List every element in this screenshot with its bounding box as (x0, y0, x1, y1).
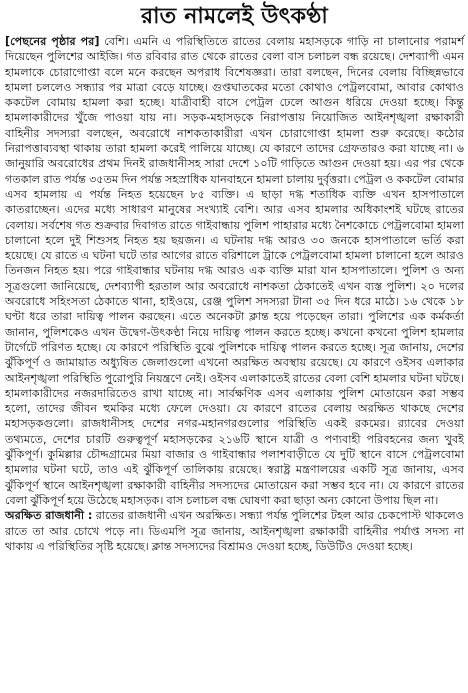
paragraph-2 (5, 508, 464, 554)
paragraph-2-text: রাতের রাজধানী এখন অরক্ষিত। সন্ধ্যা পর্যন্ত পুলিশের টহল আর চেকপোস্ট থাকলেও রাতে তা আর চোখে পড়ে না। ডিএমপি সূত্র জানায়, আইনশৃঙ্খলা রক্ষাকারী বাহিনীর পর্যাপ্ত সদস্য না থাকায় এ পরিস্থিতির সৃষ্টি হয়েছে। ক্লান্ত সদস্যদের বিশ্রামও দেওয়া হচ্ছে, ডিউটিও দেওয়া হচ্ছে। (5, 509, 464, 553)
continuation-tag: [পেছনের পৃষ্ঠার পর] (5, 35, 100, 48)
article-headline: রাত নামলেই উৎকণ্ঠা (140, 4, 329, 29)
section-subhead: অরক্ষিত রাজধানী : (5, 509, 93, 523)
article-body (5, 34, 464, 554)
paragraph-1-text: বেশি। এমনি এ পরিস্থিতিতে রাতের বেলায় মহাসড়কে গাড়ি না চালানোর পরামর্শ দিয়েছেন পুলিশের আইজি। গত রবিবার রাত থেকে রাতের বেলা বাস চলাচল বন্ধ রয়েছে। দেশব্যাপী এমন হামলাকে চোরাগোপ্তা বলে মনে করছেন অপরাধ বিশেষজ্ঞরা। তারা বলছেন, দিনের বেলায় বিচ্ছিন্নভাবে হামলা চললেও সন্ধ্যার পর মাত্রা বেড়ে যাচ্ছে। গুপ্তঘাতকের মতো কোথাও পেট্রলবোমা, আবার কোথাও ককটেল বোমায় হামলা করা হচ্ছে। যাত্রীবাহী বাসে পেট্রল ঢেলে আগুন ধরিয়ে দেওয়া হচ্ছে। কিন্তু হামলাকারীদের খুঁজে পাওয়া যায় না। সড়ক-মহাসড়কে নিরাপত্তায় নিয়োজিত আইনশৃঙ্খলা রক্ষাকারী বাহিনীর সদস্যরা বলছেন, অবরোধে নাশকতাকারীরা এখন চোরাগোপ্তা হামলা শুরু করেছে। কঠোর নিরাপত্তাব্যবস্থা থাকায় তারা হামলা করেই পালিয়ে যাচ্ছে। যে কারণে তাদের গ্রেফতারও করা যাচ্ছে না। ৬ জানুয়ারি অবরোধের প্রথম দিনই রাজধানীসহ সারা দেশে ১০টি গাড়িতে আগুন দেওয়া হয়। এর পর থেকে গতকাল রাত পর্যন্ত ৩৫তম দিন পর্যন্ত সহস্রাধিক যানবাহনে হামলা চালায় দুর্বৃত্তরা। পেট্রল ও ককটেল বোমার এসব হামলায় এ পর্যন্ত নিহত হয়েছেন ৮৫ ব্যক্তি। এ ছাড়া দগ্ধ শতাধিক ব্যক্তি এখন হাসপাতালে কাতরাচ্ছেন। এদের মধ্যে সাধারণ মানুষের সংখ্যাই বেশি। আর এসব হামলার অধিকাংশই ঘটছে রাতের বেলায়। সর্বশেষ গত শুক্রবার দিবাগত রাতে গাইবান্ধায় পুলিশ পাহারার মধ্যে নৈশকোচে পেট্রলবোমা হামলা চালানো হলে দুই শিশুসহ নিহত হয় ছয়জন। এ ঘটনায় দগ্ধ আরও ৩০ জনকে হাসপাতালে ভর্তি করা হয়েছে। যে রাতে এ ঘটনা ঘটে তার আগের রাতে বরিশালে ট্রাকে পেট্রলবোমা হামলা চালানো হলে আরও তিনজন নিহত হয়। পরে গাইবান্ধার ঘটনায় দগ্ধ আরও এক ব্যক্তি মারা যান হাসপাতালে। পুলিশ ও অন্য সূত্রগুলো জানিয়েছে, দেশব্যাপী হরতাল আর অবরোধে নাশকতা ঠেকাতেই এখন ব্যস্ত পুলিশ। ২০ দলের অবরোধে সহিংসতা ঠেকাতে থানা, হাইওয়ে, রেঞ্জ পুলিশ সদস্যরা টানা ৩৫ দিন ধরে মাঠে। ১৬ থেকে ১৮ ঘণ্টা ধরে তারা দায়িত্ব পালন করছেন। এতে অনেকটা ক্লান্ত হয়ে পড়েছেন তারা। পুলিশের এক কর্মকর্তা জানান, পুলিশকেও এখন উদ্বেগ-উৎকণ্ঠা নিয়ে দায়িত্ব পালন করতে হচ্ছে। কখনো কখনো পুলিশ হামলার টার্গেটে পরিণত হচ্ছে। যে কারণে পরিস্থিতি বুঝে পুলিশকে দায়িত্ব পালন করতে হচ্ছে। সূত্র জানায়, দেশের ঝুঁকিপূর্ণ ও জামায়াত অধ্যুষিত জেলাগুলো এখনো অরক্ষিত অবস্থায় রয়েছে। যে কারণে ওইসব এলাকার আইনশৃঙ্খলা পরিস্থিতি পুরোপুরি নিয়ন্ত্রণে নেই। ওইসব এলাকাতেই রাতের বেলা বেশি হামলার ঘটনা ঘটছে। হামলাকারীদের নজরদারিতেও রাখা যাচ্ছে না। সার্বক্ষণিক এসব এলাকায় পুলিশ মোতায়েন করা সম্ভব হলো, তাদের জীবন হুমকির মধ্যে ফেলে দেওয়া। যে কারণে রাতের বেলায় অরক্ষিত থাকছে দেশের মহাসড়কগুলো। রাজধানীসহ দেশের নগর-মহানগরগুলোর পরিস্থিতি একই রকমের। র‌্যাবের দেওয়া তথ্যমতে, দেশের চারটি গুরুত্বপূর্ণ মহাসড়কের ২১৬টি স্থানে যাত্রী ও পণ্যবাহী পরিবহনের জন্য খুবই ঝুঁকিপূর্ণ। কুমিল্লার চৌদ্দগ্রামের মিয়া বাজার ও গাইবান্ধার পলাশবাড়ীতে যে দুটি স্থানে বাসে পেট্রলবোমা হামলার ঘটনা ঘটে, তাও এই ঝুঁকিপূর্ণ তালিকায় রয়েছে। স্বরাষ্ট্র মন্ত্রণালয়ের একটি সূত্র জানায়, এসব ঝুঁকিপূর্ণ স্থানে আইনশৃঙ্খলা রক্ষাকারী বাহিনীর সদস্যদের মোতায়েন করা সম্ভব হবে না। যে কারণে রাতের বেলা ঝুঁকিপূর্ণ হয়ে উঠেছে মহাসড়ক। বাস চলাচল বন্ধ ঘোষণা করা ছাড়া অন্য কোনো উপায় ছিল না। (5, 35, 464, 507)
paragraph-1 (5, 34, 464, 508)
